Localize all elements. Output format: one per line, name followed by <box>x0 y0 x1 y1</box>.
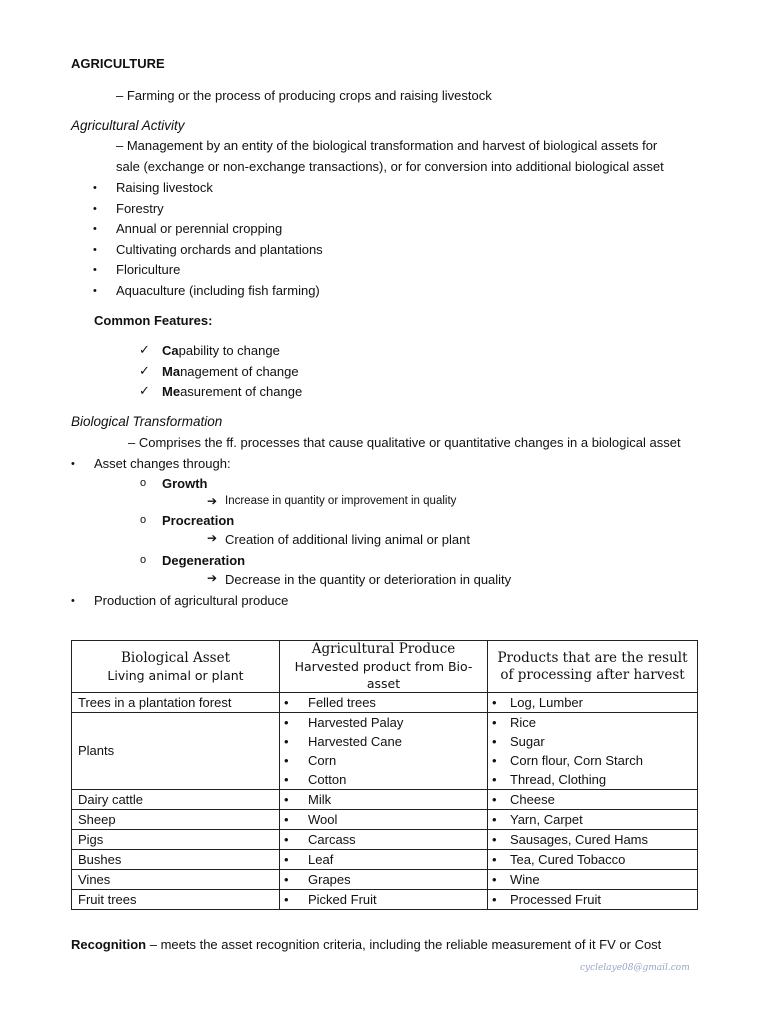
asset-cell: Dairy cattle <box>72 790 280 810</box>
list-item: • Tea, Cured Tobacco <box>488 850 697 869</box>
circle-bullet-icon: o <box>140 554 147 566</box>
list-item: • Rice <box>488 713 697 732</box>
produce-cell <box>280 810 488 830</box>
bullet-icon: • <box>93 202 97 215</box>
list-item: • Harvested Cane <box>280 732 487 751</box>
list-item: • Picked Fruit <box>280 890 487 909</box>
bullet-icon: • <box>71 595 75 607</box>
products-cell <box>488 890 698 910</box>
produce-cell <box>280 693 488 713</box>
feature-item <box>162 384 302 399</box>
list-item: • Harvested Palay <box>280 713 487 732</box>
list-item: • Cheese <box>488 790 697 809</box>
activity-item: Aquaculture (including fish farming) <box>116 283 320 298</box>
process-description: Decrease in the quantity or deterioration in quality <box>225 572 512 587</box>
asset-cell: Vines <box>72 870 280 890</box>
list-item: • Yarn, Carpet <box>488 810 697 829</box>
header-biological-asset: Biological Asset Living animal or plant <box>72 641 280 693</box>
list-item: • Log, Lumber <box>488 693 697 712</box>
products-cell <box>488 850 698 870</box>
products-cell <box>488 830 698 850</box>
arrow-right-icon: ➔ <box>207 571 218 585</box>
bullet-icon: • <box>93 285 97 297</box>
table-row <box>72 713 698 790</box>
process-name: Growth <box>162 476 208 491</box>
activity-item: Forestry <box>116 200 164 216</box>
asset-cell: Fruit trees <box>72 890 280 910</box>
arrow-right-icon: ➔ <box>207 531 218 545</box>
bullet-icon: • <box>93 243 97 256</box>
activity-item: Annual or perennial cropping <box>116 221 283 237</box>
list-item: • Felled trees <box>280 693 487 712</box>
table-row <box>72 890 698 910</box>
activity-text-line1: – Management by an entity of the biological transformation and harvest of biological assets for <box>116 138 658 153</box>
activity-item: Raising livestock <box>116 180 213 195</box>
header-agricultural-produce: Agricultural Produce Harvested product from Bio-asset <box>280 641 488 693</box>
asset-cell: Bushes <box>72 850 280 870</box>
process-name: Degeneration <box>162 553 246 568</box>
feature-item <box>162 364 299 379</box>
bullet-icon: • <box>93 264 97 277</box>
bullet-icon: • <box>93 182 97 194</box>
produce-cell <box>280 790 488 810</box>
recognition-text: – meets the asset recognition criteria, including the reliable measurement of it FV or Cost <box>146 937 662 952</box>
products-cell <box>488 790 698 810</box>
produce-cell <box>280 890 488 910</box>
list-item: • Carcass <box>280 830 487 849</box>
list-item: • Sugar <box>488 732 697 751</box>
asset-cell: Plants <box>72 713 280 790</box>
asset-cell: Pigs <box>72 830 280 850</box>
feature-rest: pability to change <box>178 343 280 358</box>
recognition-line <box>71 937 661 952</box>
table-row <box>72 830 698 850</box>
list-item: • Wool <box>280 810 487 829</box>
produce-cell <box>280 830 488 850</box>
feature-prefix: Ca <box>162 343 179 358</box>
table-row <box>72 693 698 713</box>
list-item: • Cotton <box>280 770 487 789</box>
feature-prefix: Ma <box>162 363 181 379</box>
list-item: • Corn flour, Corn Starch <box>488 751 697 770</box>
production-label: Production of agricultural produce <box>94 593 289 608</box>
agriculture-definition: – Farming or the process of producing crops and raising livestock <box>116 88 492 103</box>
feature-rest: asurement of change <box>180 384 303 400</box>
transformation-heading: Biological Transformation <box>71 414 223 429</box>
list-item: • Leaf <box>280 850 487 869</box>
process-description: Creation of additional living animal or plant <box>225 532 470 547</box>
list-item: • Milk <box>280 790 487 809</box>
activity-item: Cultivating orchards and plantations <box>116 241 323 257</box>
products-cell <box>488 693 698 713</box>
agriculture-table <box>71 640 698 910</box>
arrow-right-icon: ➔ <box>207 494 218 508</box>
table-row <box>72 790 698 810</box>
feature-prefix: Me <box>162 384 181 400</box>
asset-changes-label: Asset changes through: <box>94 456 231 471</box>
features-heading: Common Features: <box>94 313 213 328</box>
table-row <box>72 870 698 890</box>
bullet-icon: • <box>71 458 75 470</box>
list-item: • Thread, Clothing <box>488 770 697 789</box>
recognition-label: Recognition <box>71 937 147 952</box>
page-title: AGRICULTURE <box>71 56 165 71</box>
footer-email: cyclelaye08@gmail.com <box>580 963 690 973</box>
products-cell <box>488 810 698 830</box>
feature-rest: nagement of change <box>180 363 299 379</box>
list-item: • Corn <box>280 751 487 770</box>
asset-cell: Trees in a plantation forest <box>72 693 280 713</box>
checkmark-icon: ✓ <box>139 362 150 378</box>
checkmark-icon: ✓ <box>139 383 150 399</box>
feature-item <box>162 343 280 358</box>
activity-item: Floriculture <box>116 262 181 278</box>
process-description: Increase in quantity or improvement in quality <box>225 495 457 507</box>
table-row <box>72 810 698 830</box>
circle-bullet-icon: o <box>140 514 147 526</box>
produce-cell <box>280 713 488 790</box>
asset-cell: Sheep <box>72 810 280 830</box>
list-item: • Grapes <box>280 870 487 889</box>
list-item: • Processed Fruit <box>488 890 697 909</box>
products-cell <box>488 713 698 790</box>
list-item: • Wine <box>488 870 697 889</box>
list-item: • Sausages, Cured Hams <box>488 830 697 849</box>
activity-text-line2: sale (exchange or non-exchange transactions), or for conversion into additional biological asset <box>116 159 664 174</box>
table-row <box>72 850 698 870</box>
produce-cell <box>280 870 488 890</box>
products-cell <box>488 870 698 890</box>
process-name: Procreation <box>162 513 235 528</box>
bullet-icon: • <box>93 223 97 236</box>
transformation-text: – Comprises the ff. processes that cause qualitative or quantitative changes in a biological asset <box>128 435 681 450</box>
produce-cell <box>280 850 488 870</box>
header-products: Products that are the result of processing after harvest <box>488 641 698 693</box>
circle-bullet-icon: o <box>140 477 147 489</box>
checkmark-icon: ✓ <box>139 342 150 357</box>
activity-heading: Agricultural Activity <box>71 118 185 133</box>
